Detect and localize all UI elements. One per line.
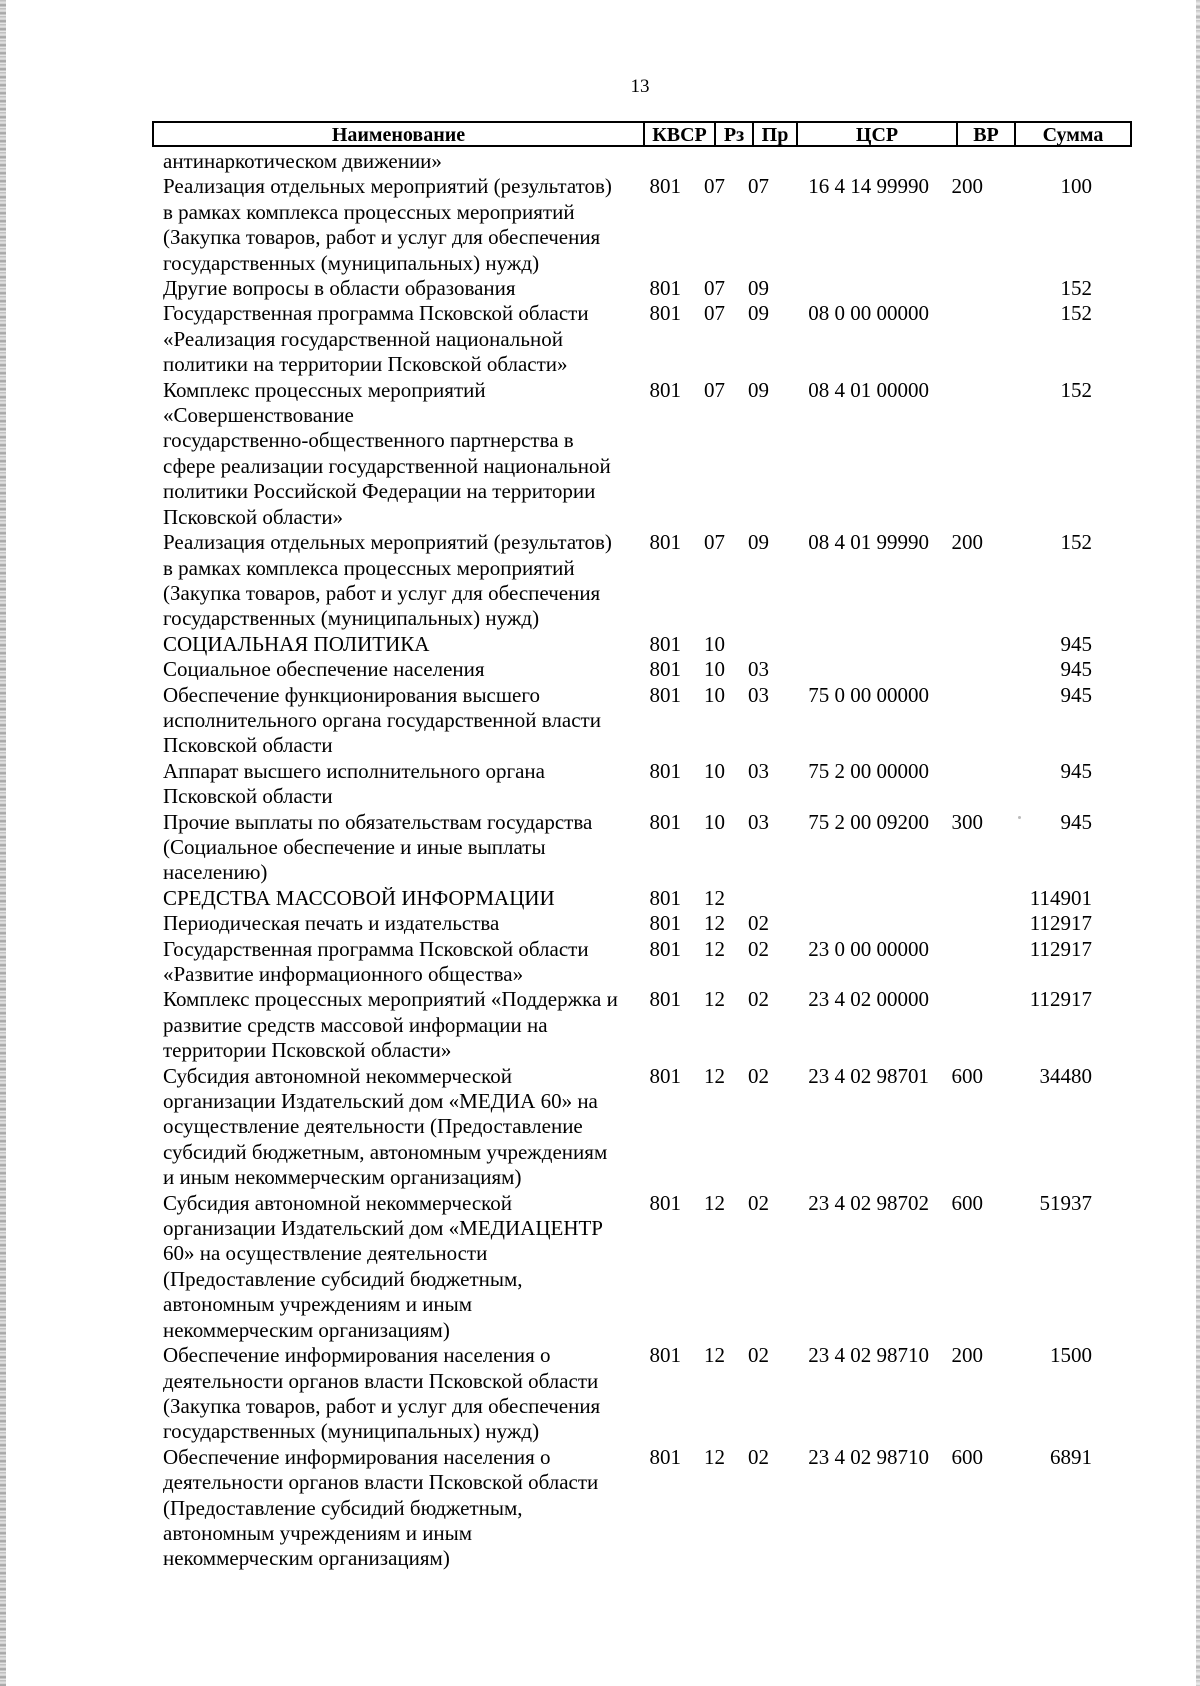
sum-cell: 945 — [1060, 631, 1092, 656]
rz-cell: 10 — [704, 809, 725, 834]
name-line: «Совершенствование — [163, 403, 354, 428]
header-sum: Сумма — [1042, 124, 1104, 146]
sum-cell: 100 — [1060, 174, 1092, 199]
vr-cell: 300 — [951, 809, 983, 834]
table-row — [163, 1064, 1133, 1191]
kvsr-cell: 801 — [649, 276, 681, 301]
name-line: деятельности органов власти Псковской области — [163, 1470, 599, 1495]
csr-cell: 75 2 00 09200 — [808, 809, 929, 834]
name-line: и иным некоммерческим организациям) — [163, 1165, 522, 1190]
sum-cell: 152 — [1060, 301, 1092, 326]
name-line: некоммерческим организациям) — [163, 1546, 450, 1571]
table-row — [163, 886, 1133, 911]
name-line: автономным учреждениям и иным — [163, 1520, 473, 1545]
name-line: СРЕДСТВА МАССОВОЙ ИНФОРМАЦИИ — [163, 885, 555, 910]
vr-cell: 600 — [951, 1444, 983, 1469]
sum-cell: 6891 — [1050, 1444, 1092, 1469]
table-header — [152, 121, 1132, 147]
pr-cell: 02 — [748, 1444, 769, 1469]
header-csr: ЦСР — [798, 123, 958, 145]
sum-cell: 152 — [1060, 276, 1092, 301]
name-line: организации Издательский дом «МЕДИА 60» на — [163, 1089, 598, 1114]
name-line: «Развитие информационного общества» — [163, 962, 524, 986]
table-row — [163, 911, 1133, 936]
name-cell — [163, 530, 633, 632]
pr-cell: 03 — [748, 682, 769, 707]
kvsr-cell: 801 — [649, 987, 681, 1012]
csr-cell: 23 0 00 00000 — [808, 936, 929, 961]
pr-cell: 03 — [748, 809, 769, 834]
csr-cell: 75 2 00 00000 — [808, 758, 929, 783]
csr-cell: 08 4 01 99990 — [808, 530, 929, 555]
csr-cell: 23 4 02 98710 — [808, 1343, 929, 1368]
kvsr-cell: 801 — [649, 809, 681, 834]
name-line: государственных (муниципальных) нужд) — [163, 1419, 540, 1444]
name-cell — [163, 174, 633, 276]
rz-cell: 12 — [704, 1063, 725, 1088]
name-line: (Предоставление субсидий бюджетным, — [163, 1495, 523, 1520]
vr-cell: 600 — [951, 1190, 983, 1215]
name-line: Реализация отдельных мероприятий (результатов) — [163, 174, 612, 199]
vr-cell: 600 — [951, 1063, 983, 1088]
name-cell — [163, 1343, 633, 1445]
name-cell — [163, 683, 633, 759]
name-line: Обеспечение информирования населения о — [163, 1444, 551, 1469]
name-line: Комплекс процессных мероприятий — [163, 377, 486, 402]
name-line: исполнительного органа государственной власти — [163, 707, 601, 732]
rz-cell: 12 — [704, 911, 725, 936]
kvsr-cell: 801 — [649, 657, 681, 682]
name-line: (Предоставление субсидий бюджетным, — [163, 1266, 523, 1291]
name-cell — [163, 276, 633, 301]
name-line: (Закупка товаров, работ и услуг для обеспечения — [163, 225, 601, 250]
name-line: автономным учреждениям и иным — [163, 1292, 473, 1317]
rz-cell: 07 — [704, 174, 725, 199]
table-row — [163, 937, 1133, 988]
rz-cell: 07 — [704, 276, 725, 301]
rz-cell: 10 — [704, 758, 725, 783]
name-line: сфере реализации государственной национальной — [163, 453, 611, 478]
name-cell — [163, 810, 633, 886]
pr-cell: 09 — [748, 530, 769, 555]
rz-cell: 12 — [704, 1444, 725, 1469]
sum-cell: 945 — [1060, 682, 1092, 707]
kvsr-cell: 801 — [649, 530, 681, 555]
csr-cell: 23 4 02 98701 — [808, 1063, 929, 1088]
header-kvsr: КВСР — [645, 123, 716, 145]
rz-cell: 12 — [704, 936, 725, 961]
sum-cell: 152 — [1060, 530, 1092, 555]
name-cell — [163, 1191, 633, 1343]
table-row — [163, 149, 1133, 174]
name-line: политики на территории Псковской области» — [163, 352, 568, 377]
table-row — [163, 657, 1133, 682]
rz-cell: 07 — [704, 530, 725, 555]
kvsr-cell: 801 — [649, 1343, 681, 1368]
table-row — [163, 759, 1133, 810]
table-row — [163, 1191, 1133, 1343]
name-line: антинаркотическом движении» — [163, 149, 442, 173]
name-cell — [163, 632, 633, 657]
table-row — [163, 174, 1133, 276]
header-pr: Пр — [754, 123, 798, 145]
name-line: СОЦИАЛЬНАЯ ПОЛИТИКА — [163, 631, 430, 656]
pr-cell: 09 — [748, 276, 769, 301]
name-line: Псковской области — [163, 733, 333, 758]
vr-cell: 200 — [951, 1343, 983, 1368]
name-line: Аппарат высшего исполнительного органа — [163, 758, 545, 783]
name-cell — [163, 657, 633, 682]
name-line: населению) — [163, 860, 268, 885]
table-row — [163, 987, 1133, 1063]
name-line: Субсидия автономной некоммерческой — [163, 1190, 513, 1215]
name-cell — [163, 886, 633, 911]
name-line: (Закупка товаров, работ и услуг для обеспечения — [163, 1393, 601, 1418]
name-line: политики Российской Федерации на территории — [163, 479, 596, 504]
csr-cell: 16 4 14 99990 — [808, 174, 929, 199]
vr-cell: 200 — [951, 530, 983, 555]
rz-cell: 12 — [704, 1343, 725, 1368]
kvsr-cell: 801 — [649, 1444, 681, 1469]
table-row — [163, 301, 1133, 377]
table-body — [163, 149, 1133, 1572]
rz-cell: 07 — [704, 377, 725, 402]
table-row — [163, 378, 1133, 530]
name-line: Псковской области — [163, 784, 333, 809]
kvsr-cell: 801 — [649, 631, 681, 656]
rz-cell: 10 — [704, 657, 725, 682]
name-line: (Социальное обеспечение и иные выплаты — [163, 834, 546, 859]
table-row — [163, 276, 1133, 301]
sum-cell: 34480 — [1039, 1063, 1092, 1088]
page-number: 13 — [630, 76, 650, 97]
pr-cell: 02 — [748, 987, 769, 1012]
csr-cell: 23 4 02 00000 — [808, 987, 929, 1012]
pr-cell: 02 — [748, 1190, 769, 1215]
name-cell — [163, 759, 633, 810]
name-line: Государственная программа Псковской области — [163, 936, 589, 961]
csr-cell: 75 0 00 00000 — [808, 682, 929, 707]
sum-cell: 945 — [1060, 758, 1092, 783]
name-cell — [163, 1445, 633, 1572]
csr-cell: 23 4 02 98702 — [808, 1190, 929, 1215]
rz-cell: 10 — [704, 682, 725, 707]
name-line: Комплекс процессных мероприятий «Поддержка и — [163, 987, 618, 1012]
table-row — [163, 1343, 1133, 1445]
pr-cell: 02 — [748, 1063, 769, 1088]
name-cell — [163, 937, 633, 988]
rz-cell: 12 — [704, 987, 725, 1012]
name-line: государственных (муниципальных) нужд) — [163, 250, 540, 275]
name-line: субсидий бюджетным, автономным учреждениям — [163, 1139, 608, 1164]
name-cell — [163, 378, 633, 530]
name-cell — [163, 987, 633, 1063]
table-row — [163, 683, 1133, 759]
rz-cell: 12 — [704, 885, 725, 910]
csr-cell: 08 4 01 00000 — [808, 377, 929, 402]
pr-cell: 09 — [748, 377, 769, 402]
sum-cell: 112917 — [1029, 911, 1092, 936]
header-name: Наименование — [154, 123, 645, 145]
name-line: территории Псковской области» — [163, 1038, 452, 1063]
name-line: Периодическая печать и издательства — [163, 911, 500, 936]
name-line: развитие средств массовой информации на — [163, 1012, 548, 1037]
name-line: организации Издательский дом «МЕДИАЦЕНТР — [163, 1216, 603, 1241]
rz-cell: 10 — [704, 631, 725, 656]
table-row — [163, 632, 1133, 657]
sum-cell: 152 — [1060, 377, 1092, 402]
kvsr-cell: 801 — [649, 911, 681, 936]
header-vr: ВР — [958, 123, 1016, 145]
name-line: осуществление деятельности (Предоставление — [163, 1114, 583, 1139]
kvsr-cell: 801 — [649, 301, 681, 326]
sum-cell: 1500 — [1050, 1343, 1092, 1368]
name-line: Государственная программа Псковской области — [163, 301, 589, 326]
table-row — [163, 1445, 1133, 1572]
pr-cell: 07 — [748, 174, 769, 199]
scan-edge-right — [1196, 0, 1200, 1686]
sum-cell: 945 — [1060, 657, 1092, 682]
kvsr-cell: 801 — [649, 936, 681, 961]
name-line: Другие вопросы в области образования — [163, 276, 516, 301]
name-line: некоммерческим организациям) — [163, 1317, 450, 1342]
pr-cell: 03 — [748, 758, 769, 783]
scan-speck — [1018, 816, 1021, 819]
name-line: Псковской области» — [163, 504, 344, 529]
name-line: Реализация отдельных мероприятий (результатов) — [163, 530, 612, 555]
sum-cell: 51937 — [1039, 1190, 1092, 1215]
sum-cell: 945 — [1060, 809, 1092, 834]
kvsr-cell: 801 — [649, 758, 681, 783]
name-cell — [163, 1064, 633, 1191]
pr-cell: 02 — [748, 936, 769, 961]
name-line: в рамках комплекса процессных мероприятий — [163, 555, 575, 580]
csr-cell: 23 4 02 98710 — [808, 1444, 929, 1469]
sum-cell: 112917 — [1029, 936, 1092, 961]
table-row — [163, 530, 1133, 632]
header-rz: Рз — [716, 123, 754, 145]
vr-cell: 200 — [951, 174, 983, 199]
rz-cell: 12 — [704, 1190, 725, 1215]
pr-cell: 02 — [748, 911, 769, 936]
kvsr-cell: 801 — [649, 1063, 681, 1088]
name-line: Обеспечение функционирования высшего — [163, 682, 540, 707]
pr-cell: 09 — [748, 301, 769, 326]
name-line: в рамках комплекса процессных мероприятий — [163, 199, 575, 224]
name-line: Субсидия автономной некоммерческой — [163, 1063, 513, 1088]
name-cell — [163, 911, 633, 936]
name-line: «Реализация государственной национальной — [163, 326, 563, 351]
kvsr-cell: 801 — [649, 174, 681, 199]
name-line: Социальное обеспечение населения — [163, 657, 485, 682]
name-line: Прочие выплаты по обязательствам государства — [163, 809, 593, 834]
name-line: деятельности органов власти Псковской области — [163, 1368, 599, 1393]
name-line: 60» на осуществление деятельности — [163, 1241, 488, 1266]
table-row — [163, 810, 1133, 886]
sum-cell: 112917 — [1029, 987, 1092, 1012]
name-cell — [163, 149, 633, 174]
rz-cell: 07 — [704, 301, 725, 326]
name-line: государственных (муниципальных) нужд) — [163, 606, 540, 631]
kvsr-cell: 801 — [649, 885, 681, 910]
name-line: государственно-общественного партнерства в — [163, 428, 574, 453]
pr-cell: 03 — [748, 657, 769, 682]
scan-edge-left — [0, 0, 6, 1686]
sum-cell: 114901 — [1029, 885, 1092, 910]
csr-cell: 08 0 00 00000 — [808, 301, 929, 326]
name-cell — [163, 301, 633, 377]
name-line: (Закупка товаров, работ и услуг для обеспечения — [163, 580, 601, 605]
kvsr-cell: 801 — [649, 1190, 681, 1215]
kvsr-cell: 801 — [649, 682, 681, 707]
name-line: Обеспечение информирования населения о — [163, 1343, 551, 1368]
kvsr-cell: 801 — [649, 377, 681, 402]
pr-cell: 02 — [748, 1343, 769, 1368]
